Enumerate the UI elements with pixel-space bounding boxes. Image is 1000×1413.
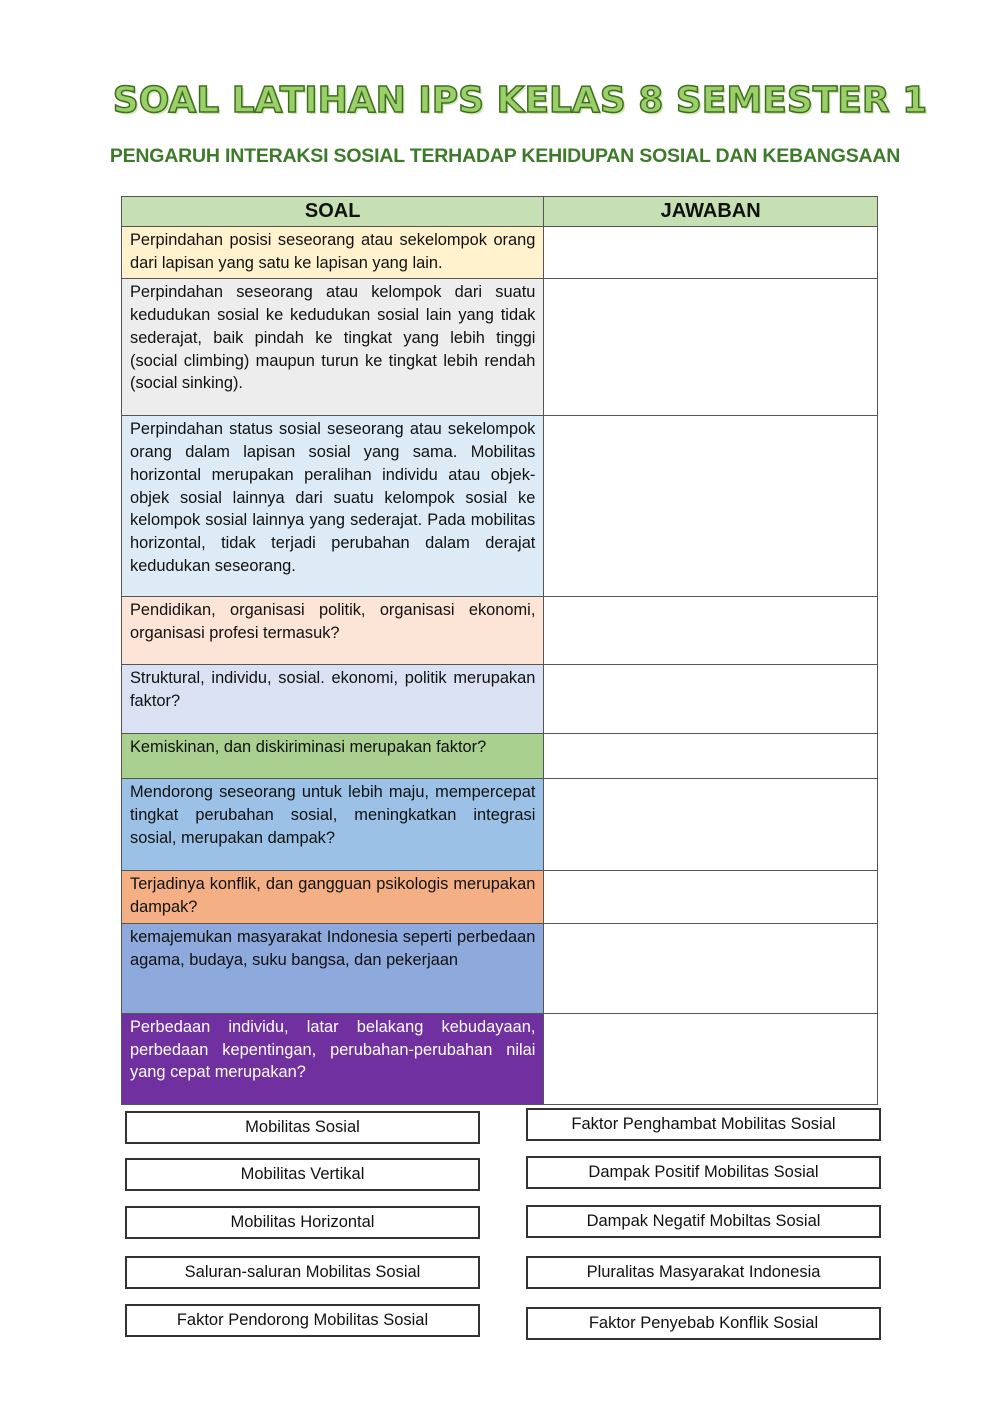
question-cell: Terjadinya konflik, dan gangguan psikologis merupakan dampak?	[122, 871, 544, 923]
question-cell: Kemiskinan, dan diskiriminasi merupakan faktor?	[122, 734, 544, 779]
answer-choice[interactable]: Faktor Pendorong Mobilitas Sosial	[125, 1304, 480, 1337]
answer-choice[interactable]: Faktor Penghambat Mobilitas Sosial	[526, 1108, 881, 1141]
question-cell: kemajemukan masyarakat Indonesia seperti perbedaan agama, budaya, suku bangsa, dan pekerjaan	[122, 923, 544, 1013]
question-table	[121, 196, 878, 1105]
table-row	[122, 227, 878, 279]
question-cell: Perpindahan seseorang atau kelompok dari suatu kedudukan sosial ke kedudukan sosial lain yang tidak sederajat, baik pindah ke tingkat yang lebih tinggi (social climbing) maupun turun ke tingkat lebih rendah (social sinking).	[122, 279, 544, 416]
answer-choice[interactable]: Saluran-saluran Mobilitas Sosial	[125, 1256, 480, 1289]
question-cell: Struktural, individu, sosial. ekonomi, politik merupakan faktor?	[122, 665, 544, 734]
table-row	[122, 665, 878, 734]
answer-drop-cell[interactable]	[544, 779, 878, 871]
answer-choice[interactable]: Dampak Negatif Mobiltas Sosial	[526, 1205, 881, 1238]
page-subtitle: PENGARUH INTERAKSI SOSIAL TERHADAP KEHIDUPAN SOSIAL DAN KEBANGSAAN	[109, 145, 901, 167]
page-title: SOAL LATIHAN IPS KELAS 8 SEMESTER 1	[112, 80, 928, 121]
answer-choice[interactable]: Pluralitas Masyarakat Indonesia	[526, 1256, 881, 1289]
table-row	[122, 597, 878, 665]
answer-drop-cell[interactable]	[544, 416, 878, 597]
question-cell: Perpindahan status sosial seseorang atau sekelompok orang dalam lapisan sosial yang sama. Mobilitas horizontal merupakan peralihan individu atau objek-objek sosial lainnya dari suatu kelompok sosial ke kelompok sosial lainnya yang sederajat. Pada mobilitas horizontal, tidak terjadi perubahan dalam derajat kedudukan seseorang.	[122, 416, 544, 597]
table-row	[122, 923, 878, 1013]
answer-drop-cell[interactable]	[544, 665, 878, 734]
table-header-row	[122, 197, 878, 227]
answer-choice[interactable]: Faktor Penyebab Konflik Sosial	[526, 1307, 881, 1340]
question-cell: Mendorong seseorang untuk lebih maju, mempercepat tingkat perubahan sosial, meningkatkan integrasi sosial, merupakan dampak?	[122, 779, 544, 871]
table-row	[122, 734, 878, 779]
question-cell: Pendidikan, organisasi politik, organisasi ekonomi, organisasi profesi termasuk?	[122, 597, 544, 665]
answer-choice[interactable]: Mobilitas Vertikal	[125, 1158, 480, 1191]
question-cell: Perbedaan individu, latar belakang kebudayaan, perbedaan kepentingan, perubahan-perubahan nilai yang cepat merupakan?	[122, 1013, 544, 1104]
table-row	[122, 279, 878, 416]
header-jawaban: JAWABAN	[544, 197, 878, 227]
table-row	[122, 779, 878, 871]
answer-drop-cell[interactable]	[544, 597, 878, 665]
question-cell: Perpindahan posisi seseorang atau sekelompok orang dari lapisan yang satu ke lapisan yang lain.	[122, 227, 544, 279]
answer-drop-cell[interactable]	[544, 734, 878, 779]
answer-drop-cell[interactable]	[544, 1013, 878, 1104]
header-soal: SOAL	[122, 197, 544, 227]
answer-drop-cell[interactable]	[544, 871, 878, 923]
answer-drop-cell[interactable]	[544, 923, 878, 1013]
table-row	[122, 1013, 878, 1104]
answer-drop-cell[interactable]	[544, 227, 878, 279]
table-row	[122, 416, 878, 597]
answer-choice[interactable]: Mobilitas Horizontal	[125, 1206, 480, 1239]
answer-choice[interactable]: Mobilitas Sosial	[125, 1111, 480, 1144]
table-row	[122, 871, 878, 923]
answer-choice[interactable]: Dampak Positif Mobilitas Sosial	[526, 1156, 881, 1189]
answer-drop-cell[interactable]	[544, 279, 878, 416]
